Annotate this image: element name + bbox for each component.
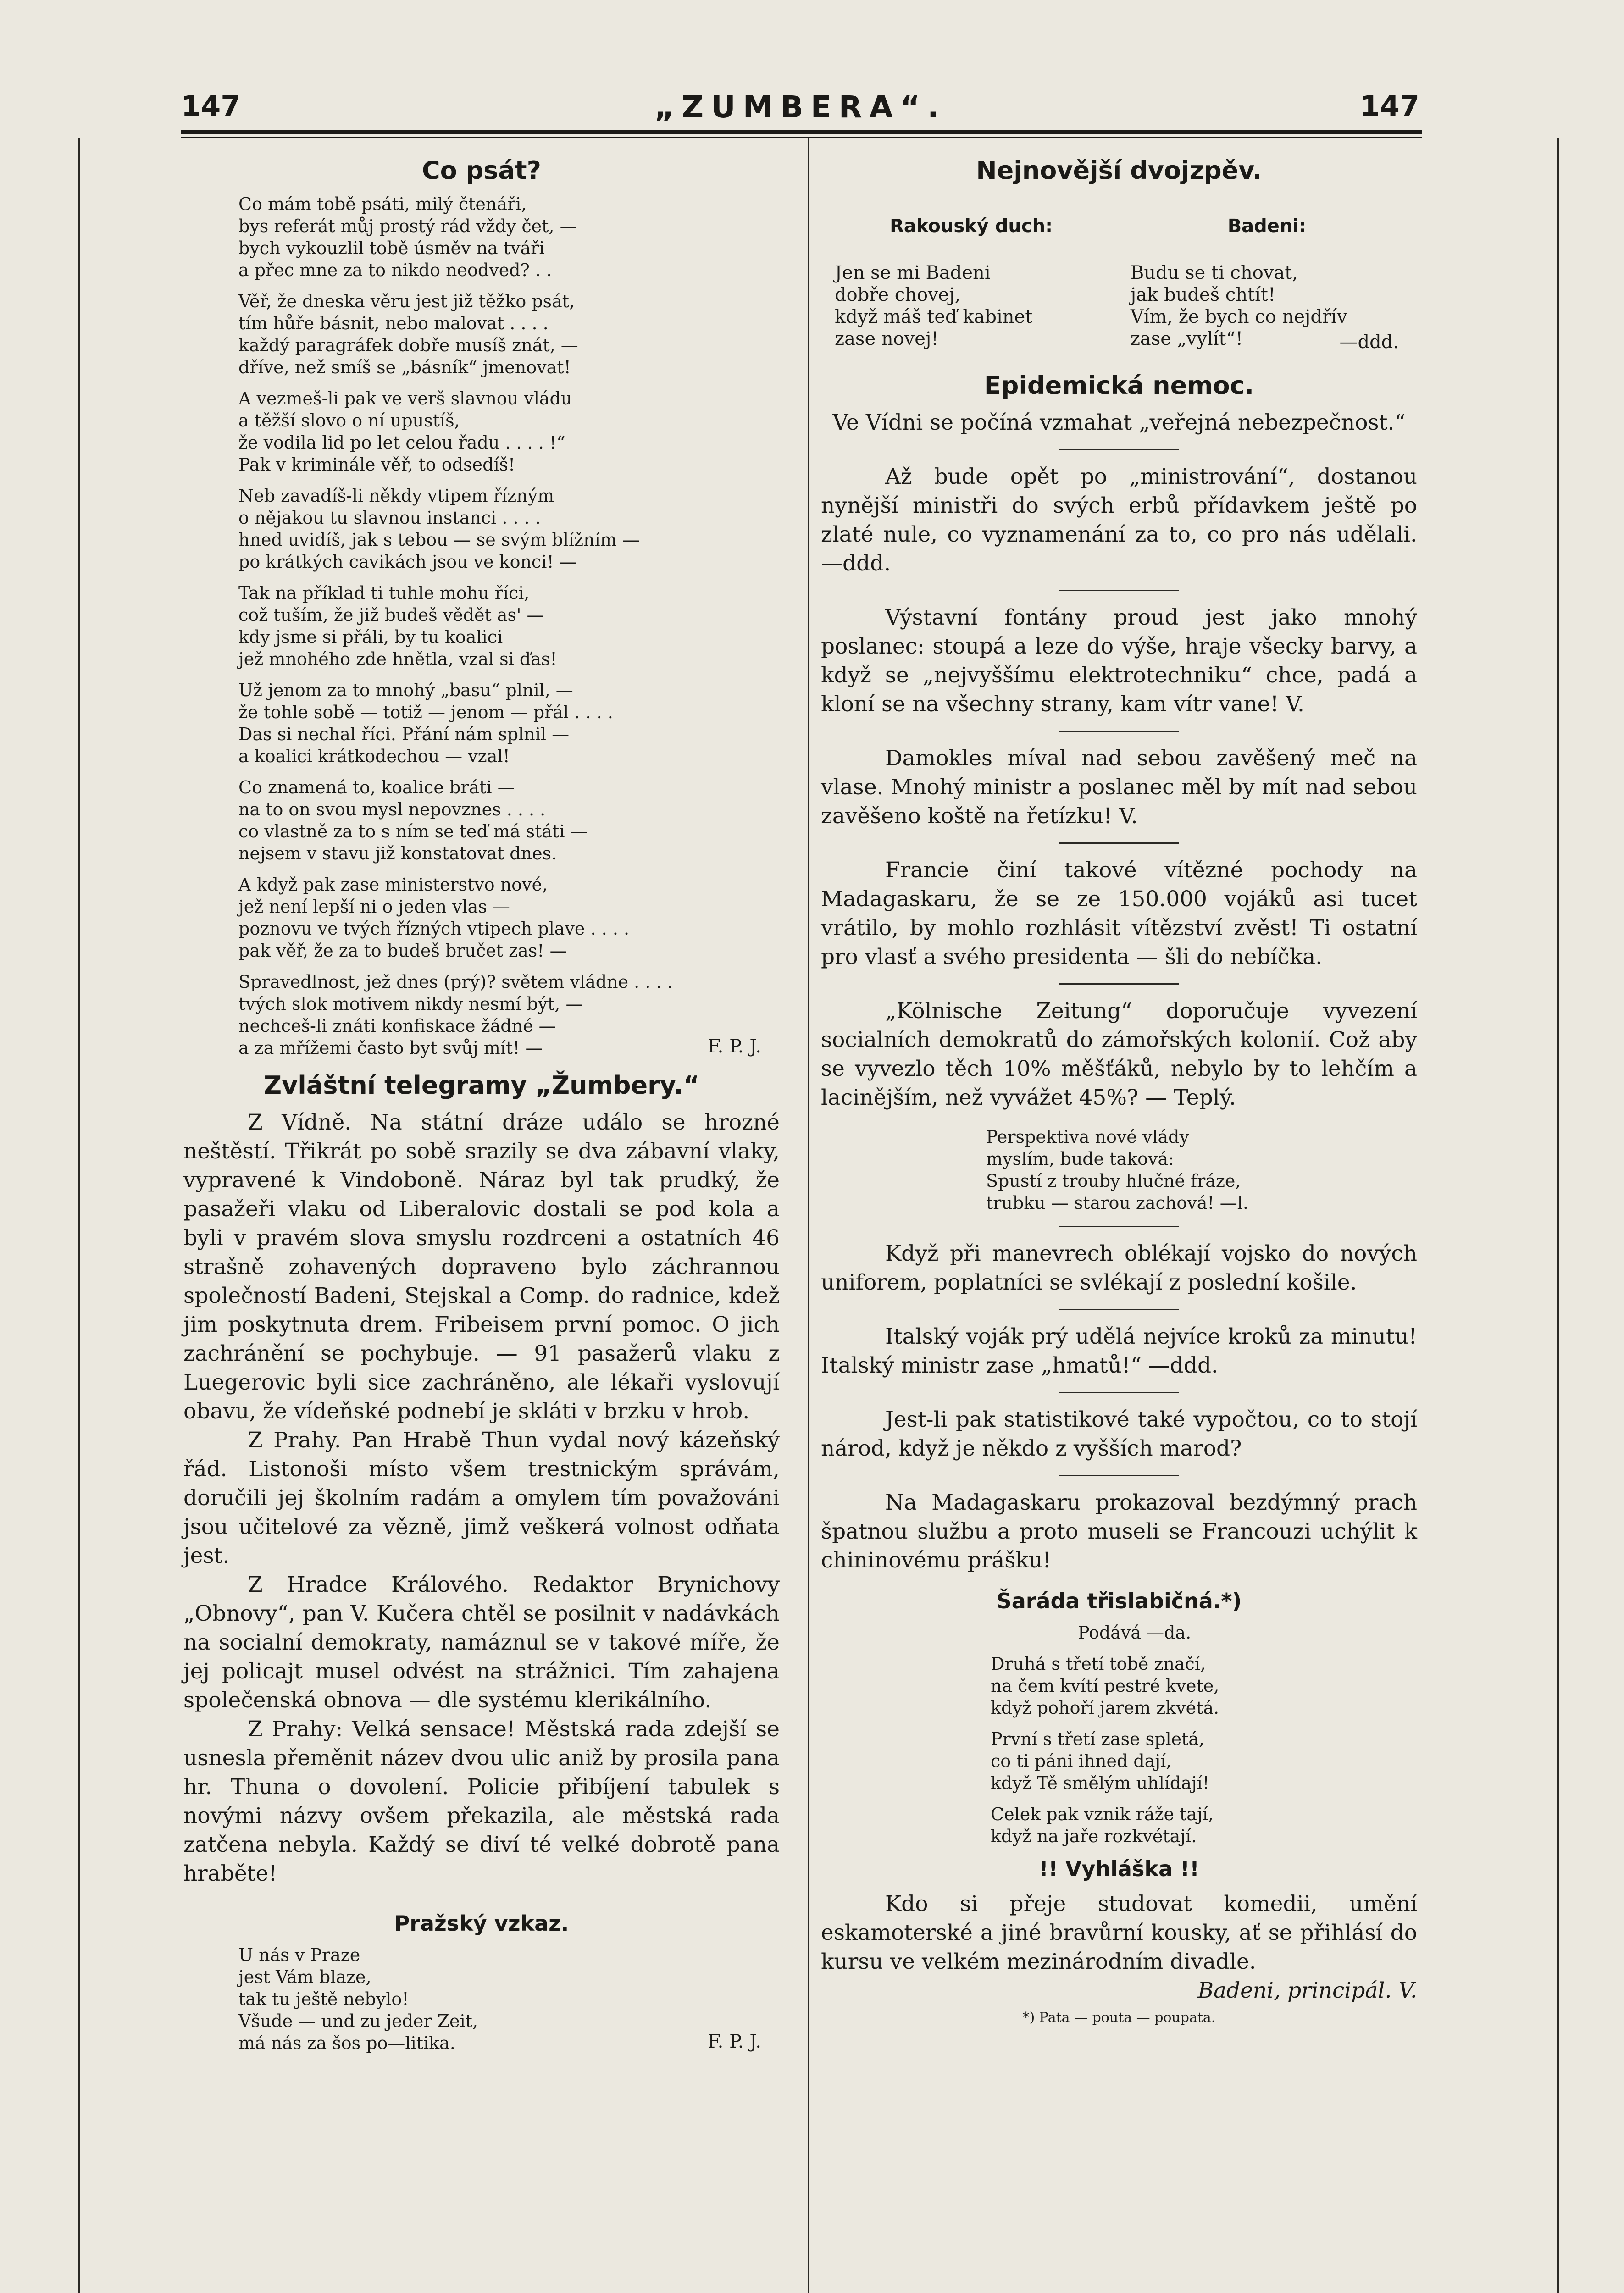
charade-stanza: První s třetí zase spletá, co ti páni ihned dají, když Tě smělým uhlídají! [991, 1729, 1210, 1793]
news-item: Výstavní fontány proud jest jako mnohý poslanec: stoupá a leze do výše, hraje všecky barvy, a když se „nejvyššímu elektrotechniku“ chce, padá a kloní se na všechny strany, kam vítr vane! V. [821, 605, 1417, 717]
epidemic-text: Ve Vídni se počíná vzmahat „veřejná nebezpečnost.“ [832, 410, 1406, 435]
poem-title: Co psát? [422, 156, 541, 185]
charade-title: Šaráda třislabičná.*) [996, 1589, 1242, 1613]
announcement-title: !! Vyhláška !! [1038, 1856, 1200, 1881]
poem-stanza: Neb zavadíš-li někdy vtipem řízným o nějakou tu slavnou instanci . . . . hned uvidíš, jak s tebou — se svým blížním — po krátkých cavikách jsou ve konci! — [238, 486, 640, 572]
header-rule-thick [181, 130, 1422, 134]
masthead-title: „ZUMBERA“. [654, 89, 947, 125]
prague-message-signature: F. P. J. [708, 2031, 761, 2052]
footnote: *) Pata — pouta — poupata. [1022, 2010, 1216, 2026]
duet-right-head: Badeni: [1227, 216, 1307, 237]
separator-rule [1059, 731, 1179, 732]
charade-stanza: Celek pak vznik ráže tají, když na jaře rozkvétají. [991, 1804, 1214, 1846]
poem-stanza: A vezmeš-li pak ve verš slavnou vládu a těžší slovo o ní upustíš, že vodila lid po let celou řadu . . . . !“ Pak v kriminále věř, to odsedíš! [238, 388, 572, 475]
separator-rule [1059, 1392, 1179, 1393]
duet-signature: —ddd. [1339, 332, 1399, 353]
separator-rule [1059, 1226, 1179, 1227]
page-header [181, 89, 1419, 135]
header-rule-thin [181, 137, 1422, 138]
separator-rule [1059, 1475, 1179, 1476]
prague-message-title: Pražský vzkaz. [394, 1911, 569, 1936]
poem-stanza: Co znamená to, koalice bráti — na to on svou mysl nepovznes . . . . co vlastně za to s ním se teď má státi — nejsem v stavu již konstatovat dnes. [238, 777, 588, 864]
duet-left [835, 193, 1108, 350]
telegram-paragraph: Z Hradce Králového. Redaktor Brynichovy „Obnovy“, pan V. Kučera chtěl se posilnit v nadávkách na socialní demokraty, namáznul se v takové míře, že jej policajt musel odvést na strážnici. Tím zahajena společenská obnova — dle systému klerikálního. [183, 1572, 780, 1713]
page-number-right: 147 [1360, 89, 1419, 123]
charade-author: Podává —da. [1078, 1623, 1192, 1643]
poem-stanza: Věř, že dneska věru jest již těžko psát, tím hůře básnit, nebo malovat . . . . každý paragráfek dobře musíš znát, — dříve, než smíš se „básník“ jmenovat! [238, 291, 578, 377]
duet-left-head: Rakouský duch: [890, 216, 1053, 237]
announcement-text: Kdo si přeje studovat komedii, umění eskamoterské a jiné bravůrní kousky, ať se přihlásí do kursu ve velkém mezinárodním divadle. [821, 1891, 1417, 1974]
news-item: Jest-li pak statistikové také vypočtou, co to stojí národ, když je někdo z vyšších marod? [821, 1407, 1417, 1461]
telegram-paragraph: Z Prahy. Pan Hrabě Thun vydal nový kázeňský řád. Listonoši místo všem trestnickým správám, doručili jej školním radám a omylem tím považováni jsou učitelové za vězně, jimž veškerá volnost odňata jest. [183, 1428, 780, 1568]
telegram-paragraph: Z Vídně. Na státní dráze událo se hrozné neštěstí. Třikrát po sobě srazily se dva zábavní vlaky, vypravené k Vindoboně. Náraz byl tak prudký, že pasažeři vlaku od Liberalovic dostali se pod kola a byli v pravém slova smyslu rozdrceni a ostatních 46 strašně zohavených dopraveno bylo záchrannou společností Badeni, Stejskal a Comp. do radnice, kdež jim poskytnuta drem. Fribeisem první pomoc. O jich zachránění se pochybuje. — 91 pasažerů vlaku z Luegerovic byli sice zachráněno, ale lékaři vyslovují obavu, že vídeňské podnebí je skláti v brzku v hrob. [183, 1110, 780, 1424]
duet-right-text: Budu se ti chovat, jak budeš chtít! Vím, že bych co nejdřív zase „vylít“! [1130, 262, 1347, 349]
telegrams-title: Zvláštní telegramy „Žumbery.“ [263, 1071, 700, 1100]
announcement-signature: Badeni, principál. V. [1197, 1978, 1417, 2003]
separator-rule [1059, 590, 1179, 591]
charade-stanza: Druhá s třetí tobě značí, na čem kvítí pestré kvete, když pohoří jarem zkvétá. [991, 1654, 1219, 1718]
duet-verses [835, 193, 1403, 350]
poem-stanza: A když pak zase ministerstvo nové, jež není lepší ni o jeden vlas — poznovu ve tvých řízných vtipech plave . . . . pak věř, že za to budeš bručet zas! — [238, 875, 630, 961]
news-item: „Kölnische Zeitung“ doporučuje vyvezení socialních demokratů do zámořských kolonií. Což aby se vyvezlo těch 10% měšťáků, nebylo by to lehčím a lacinějším, než vyvážet 45%? — Teplý. [821, 998, 1417, 1110]
scan-edge-right [1557, 138, 1559, 2293]
epidemic-title: Epidemická nemoc. [984, 371, 1254, 400]
poem-signature: F. P. J. [708, 1036, 761, 1057]
news-item: Až bude opět po „ministrování“, dostanou nynější ministři do svých erbů přídavkem ještě po zlaté nule, co vyznamenání za to, co pro nás udělali. —ddd. [821, 464, 1417, 576]
prague-message-verse: U nás v Praze jest Vám blaze, tak tu ještě nebylo! Všude — und zu jeder Zeit, má nás za šos po—litika. [238, 1945, 478, 2053]
separator-rule [1059, 983, 1179, 985]
poem-stanza: Už jenom za to mnohý „basu“ plnil, — že tohle sobě — totiž — jenom — přál . . . . Das si nechal říci. Přání nám splnil — a koalici krátkodechou — vzal! [238, 680, 613, 766]
news-item: Francie činí takové vítězné pochody na Madagaskaru, že se ze 150.000 vojáků asi tucet vrátilo, by mohlo rozhlásit vítězství zvěst! Ti ostatní pro vlasť a svého presidenta — šli do nebíčka. [821, 858, 1417, 969]
column-separator [808, 138, 809, 2293]
news-item: Na Madagaskaru prokazoval bezdýmný prach špatnou službu a proto museli se Francouzi uchýlit k chininovému prášku! [821, 1490, 1417, 1573]
news-item: Damokles míval nad sebou zavěšený meč na vlase. Mnohý ministr a poslanec měl by mít nad sebou zavěšeno koště na řetízku! V. [821, 746, 1417, 829]
poem-stanza: Co mám tobě psáti, milý čtenáři, bys referát můj prostý rád vždy čet, — bych vykouzlil tobě úsměv na tváři a přec mne za to nikdo neodved? . . [238, 194, 577, 280]
poem-stanza: Spravedlnost, jež dnes (prý)? světem vládne . . . . tvých slok motivem nikdy nesmí být, — nechceš-li znáti konfiskace žádné — a za mřížemi často byt svůj mít! — [238, 972, 673, 1058]
news-item: Když při manevrech oblékají vojsko do nových uniforem, poplatníci se svlékají z poslední košile. [821, 1241, 1417, 1295]
scan-edge-left [78, 138, 80, 2293]
telegram-paragraph: Z Prahy: Velká sensace! Městská rada zdejší se usnesla přeměnit název dvou ulic aniž by prosila pana hr. Thuna o dovolení. Policie přibíjení tabulek s novými názvy ovšem překazila, ale městská rada zatčena nebyla. Každý se diví té velké dobrotě pana hraběte! [183, 1717, 780, 1886]
left-column [183, 156, 780, 2066]
news-item: Italský voják prý udělá nejvíce kroků za minutu! Italský ministr zase „hmatů!“ —ddd. [821, 1324, 1417, 1378]
right-column [821, 156, 1417, 2026]
duet-right [1131, 193, 1403, 350]
poem-stanza: Tak na příklad ti tuhle mohu říci, což tuším, že již budeš vědět as' — kdy jsme si přáli, by tu koalici jež mnohého zde hnětla, vzal si ďas! [238, 583, 557, 669]
separator-rule [1059, 842, 1179, 844]
duet-title: Nejnovější dvojzpěv. [976, 156, 1262, 185]
page-number-left: 147 [181, 89, 241, 123]
perspective-verse: Perspektiva nové vlády myslím, bude taková: Spustí z trouby hlučné fráze, trubku — starou zachová! —l. [986, 1127, 1248, 1213]
separator-rule [1059, 1309, 1179, 1310]
separator-rule [1059, 449, 1179, 450]
duet-left-text: Jen se mi Badeni dobře chovej, když máš teď kabinet zase novej! [835, 262, 1033, 349]
